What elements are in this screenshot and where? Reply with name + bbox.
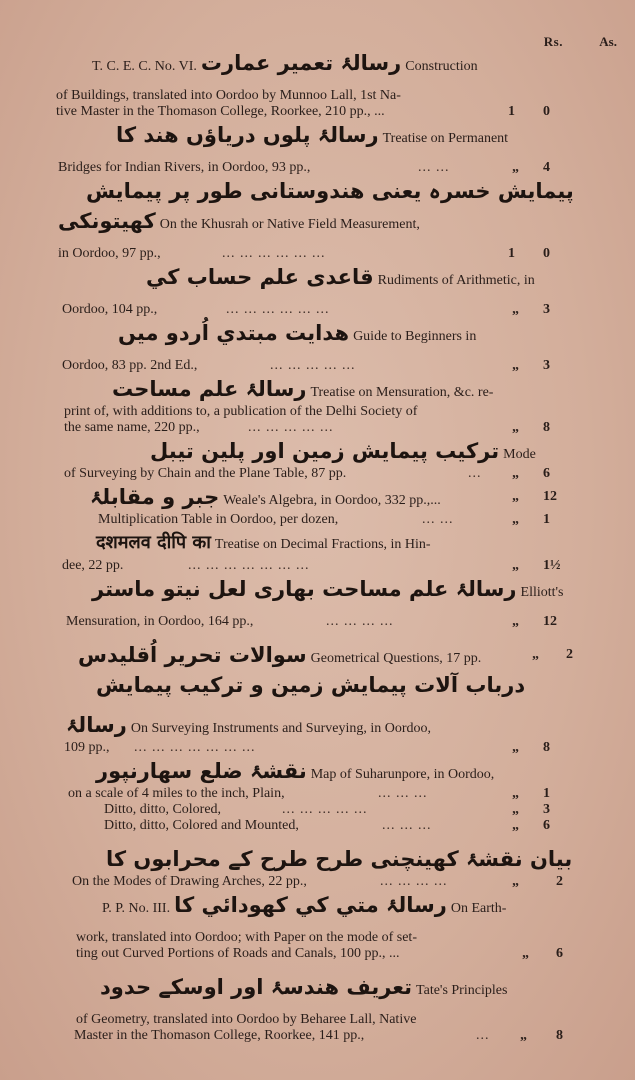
urdu-title: رسالۂ متي کي کھودائي کا bbox=[174, 893, 447, 917]
entry-map-colored bbox=[0, 802, 635, 818]
entry-title: Treatise on Mensuration, &c. re- bbox=[310, 385, 494, 400]
catalogue-entries bbox=[0, 48, 635, 1044]
price-rupees: „ bbox=[512, 740, 519, 755]
entry-title: On Surveying Instruments and Surveying, in Oordoo, bbox=[130, 721, 432, 736]
entry-text-line: in Oordoo, 97 pp., bbox=[58, 246, 161, 261]
leader-dots: ... ... bbox=[422, 512, 454, 527]
entry-title: Weale's Algebra, in Oordoo, 332 pp.,... bbox=[223, 493, 441, 508]
entry-construction-of-buildings bbox=[0, 48, 635, 120]
entry-title: Guide to Beginners in bbox=[353, 329, 477, 344]
entry-text-line: Oordoo, 104 pp., bbox=[62, 302, 158, 317]
entry-title: On Earth- bbox=[450, 901, 507, 916]
price-rupees: „ bbox=[512, 160, 519, 175]
price-rupees: „ bbox=[512, 489, 519, 504]
price-rupees: „ bbox=[512, 512, 519, 527]
entry-text-line: dee, 22 pp. bbox=[62, 558, 124, 573]
entry-text-line: Mensuration, in Oordoo, 164 pp., bbox=[66, 614, 254, 629]
entry-drawing-arches bbox=[0, 834, 635, 890]
entry-text-line: the same name, 220 pp., bbox=[64, 420, 200, 435]
leader-dots: ... ... bbox=[418, 160, 450, 175]
price-rupees: „ bbox=[512, 614, 519, 629]
leader-dots: ... ... ... ... ... ... bbox=[222, 246, 326, 261]
entry-title: Ditto, ditto, Colored and Mounted, bbox=[104, 818, 299, 833]
urdu-title: رسالۂ علم مساحت bbox=[112, 377, 307, 401]
urdu-title: هدایت مبتدي اُردو میں bbox=[118, 321, 350, 345]
urdu-title: قاعدی علم حساب کي bbox=[146, 265, 374, 289]
leader-dots: ... ... ... ... ... ... ... bbox=[188, 558, 310, 573]
entry-elliotts-mensuration bbox=[0, 574, 635, 630]
urdu-title: درباب آلات پیمایش زمین و ترکیب پیمایش bbox=[96, 673, 526, 697]
price-rupees: „ bbox=[522, 946, 529, 961]
leader-dots: ... ... ... ... ... bbox=[270, 358, 356, 373]
entry-text-line: 109 pp., bbox=[64, 740, 110, 755]
entry-tates-principles-of-geometry bbox=[0, 962, 635, 1044]
urdu-title: پیمایش خسرہ یعنی هندوستانی طور پر پیمایش bbox=[86, 179, 574, 203]
entry-map-colored-mounted bbox=[0, 818, 635, 834]
price-annas: 0 bbox=[543, 104, 550, 119]
entry-treatise-on-mensuration bbox=[0, 374, 635, 436]
leader-dots: ... ... ... bbox=[382, 818, 432, 833]
price-annas: 3 bbox=[543, 358, 550, 373]
urdu-title-continued: رسالۂ bbox=[66, 713, 127, 737]
entry-guide-to-beginners bbox=[0, 318, 635, 374]
entry-text-line: print of, with additions to, a publication of the Delhi Society of bbox=[64, 404, 418, 419]
entry-earthwork bbox=[0, 890, 635, 962]
entry-rudiments-of-arithmetic bbox=[0, 262, 635, 318]
leader-dots: ... ... ... ... ... ... bbox=[226, 302, 330, 317]
hindi-title: दशमलव दीपि का bbox=[96, 532, 211, 553]
urdu-title: نقشۂ ضلع سهارنپور bbox=[96, 759, 307, 783]
price-annas: 6 bbox=[543, 466, 550, 481]
entry-title: Construction bbox=[405, 59, 478, 74]
leader-dots: ... ... ... ... ... bbox=[282, 802, 368, 817]
price-rupees: 1 bbox=[508, 104, 515, 119]
urdu-title: تعریف هندسۂ اور اوسکے حدود bbox=[100, 975, 413, 999]
entry-text-line: work, translated into Oordoo; with Paper on the mode of set- bbox=[76, 930, 417, 945]
price-annas: 12 bbox=[543, 614, 557, 629]
entry-title: Tate's Principles bbox=[416, 983, 508, 998]
leader-dots: ... ... ... ... ... ... ... bbox=[134, 740, 256, 755]
price-rupees: „ bbox=[512, 786, 519, 801]
entry-khusrah-field-measurement bbox=[0, 176, 635, 262]
annas-column-header: As. bbox=[599, 34, 617, 49]
entry-decimal-fractions bbox=[0, 528, 635, 574]
entry-text-line: Master in the Thomason College, Roorkee, 141 pp., bbox=[74, 1028, 365, 1043]
price-rupees: „ bbox=[512, 358, 519, 373]
leader-dots: ... bbox=[476, 1028, 490, 1043]
price-rupees: 1 bbox=[508, 246, 515, 261]
urdu-title: بیان نقشۂ کھینچنی طرح طرح کے محرابوں کا bbox=[106, 847, 573, 871]
price-rupees: „ bbox=[512, 302, 519, 317]
price-annas: 2 bbox=[556, 874, 563, 889]
urdu-title: ترکیب پیمایش زمین اور پلین تیبل bbox=[150, 439, 500, 463]
price-annas: 12 bbox=[543, 489, 557, 504]
price-rupees: „ bbox=[512, 420, 519, 435]
entry-prefix: T. C. E. C. No. VI. bbox=[92, 59, 197, 74]
entry-title: Geometrical Questions, 17 pp. bbox=[310, 651, 482, 666]
entry-text-line: ting out Curved Portions of Roads and Canals, 100 pp., ... bbox=[76, 946, 400, 961]
entry-title: Treatise on Permanent bbox=[382, 131, 509, 146]
price-annas: 4 bbox=[543, 160, 550, 175]
entry-map-of-suharunpore bbox=[0, 756, 635, 786]
urdu-title: جبر و مقابلۂ bbox=[90, 485, 220, 509]
entry-map-plain bbox=[0, 786, 635, 802]
entry-prefix: P. P. No. III. bbox=[102, 901, 171, 916]
entry-text-line: On the Modes of Drawing Arches, 22 pp., bbox=[72, 874, 307, 889]
entry-title: On the Khusrah or Native Field Measurement, bbox=[159, 217, 420, 232]
entry-geometrical-questions bbox=[0, 630, 635, 670]
leader-dots: ... ... ... ... bbox=[326, 614, 394, 629]
leader-dots: ... bbox=[468, 466, 482, 481]
price-annas: 8 bbox=[543, 420, 550, 435]
price-annas: 3 bbox=[543, 302, 550, 317]
entry-text-line: of Geometry, translated into Oordoo by Beharee Lall, Native bbox=[76, 1012, 417, 1027]
entry-surveying-instruments bbox=[0, 670, 635, 756]
price-annas: 8 bbox=[556, 1028, 563, 1043]
price-annas: 3 bbox=[543, 802, 550, 817]
price-rupees: „ bbox=[532, 647, 539, 662]
urdu-title: رسالۂ پلوں دریاؤں هند کا bbox=[116, 123, 379, 147]
entry-title: Rudiments of Arithmetic, in bbox=[377, 273, 535, 288]
entry-title: Mode bbox=[503, 447, 536, 462]
price-annas: 2 bbox=[566, 647, 573, 662]
rupees-column-header: Rs. bbox=[543, 34, 563, 49]
entry-mode-of-surveying bbox=[0, 436, 635, 482]
entry-title: Multiplication Table in Oordoo, per dozen, bbox=[98, 512, 339, 527]
price-rupees: „ bbox=[512, 802, 519, 817]
urdu-title: رسالۂ علم مساحت بهاری لعل نیتو ماستر bbox=[92, 577, 517, 601]
price-rupees: „ bbox=[520, 1028, 527, 1043]
leader-dots: ... ... ... ... ... bbox=[248, 420, 334, 435]
entry-text-line: of Surveying by Chain and the Plane Table, 87 pp. bbox=[64, 466, 347, 481]
urdu-title: سوالات تحریر اُقلیدس bbox=[78, 643, 307, 667]
price-rupees: „ bbox=[512, 466, 519, 481]
entry-title: Elliott's bbox=[520, 585, 564, 600]
price-rupees: „ bbox=[512, 558, 519, 573]
entry-text-line: of Buildings, translated into Oordoo by Munnoo Lall, 1st Na- bbox=[56, 88, 401, 103]
entry-title: Treatise on Decimal Fractions, in Hin- bbox=[214, 537, 431, 552]
price-annas: 6 bbox=[543, 818, 550, 833]
price-annas: 0 bbox=[543, 246, 550, 261]
price-annas: 1 bbox=[543, 512, 550, 527]
leader-dots: ... ... ... bbox=[378, 786, 428, 801]
entry-text-line: Oordoo, 83 pp. 2nd Ed., bbox=[62, 358, 198, 373]
entry-title: Map of Suharunpore, in Oordoo, bbox=[310, 767, 495, 782]
price-annas: 6 bbox=[556, 946, 563, 961]
price-rupees: „ bbox=[512, 874, 519, 889]
entry-multiplication-table bbox=[0, 512, 635, 528]
entry-weales-algebra bbox=[0, 482, 635, 512]
price-annas: 1 bbox=[543, 786, 550, 801]
price-annas: 1½ bbox=[543, 558, 561, 573]
entry-title: Ditto, ditto, Colored, bbox=[104, 802, 222, 817]
entry-text-line: tive Master in the Thomason College, Roorkee, 210 pp., ... bbox=[56, 104, 385, 119]
urdu-title-continued: کھیتونکی bbox=[58, 209, 156, 233]
price-annas: 8 bbox=[543, 740, 550, 755]
entry-treatise-on-bridges bbox=[0, 120, 635, 176]
urdu-title: رسالۂ تعمیر عمارت bbox=[200, 51, 402, 75]
price-rupees: „ bbox=[512, 818, 519, 833]
leader-dots: ... ... ... ... bbox=[380, 874, 448, 889]
entry-text-line: Bridges for Indian Rivers, in Oordoo, 93 pp., bbox=[58, 160, 311, 175]
entry-title: on a scale of 4 miles to the inch, Plain, bbox=[68, 786, 285, 801]
